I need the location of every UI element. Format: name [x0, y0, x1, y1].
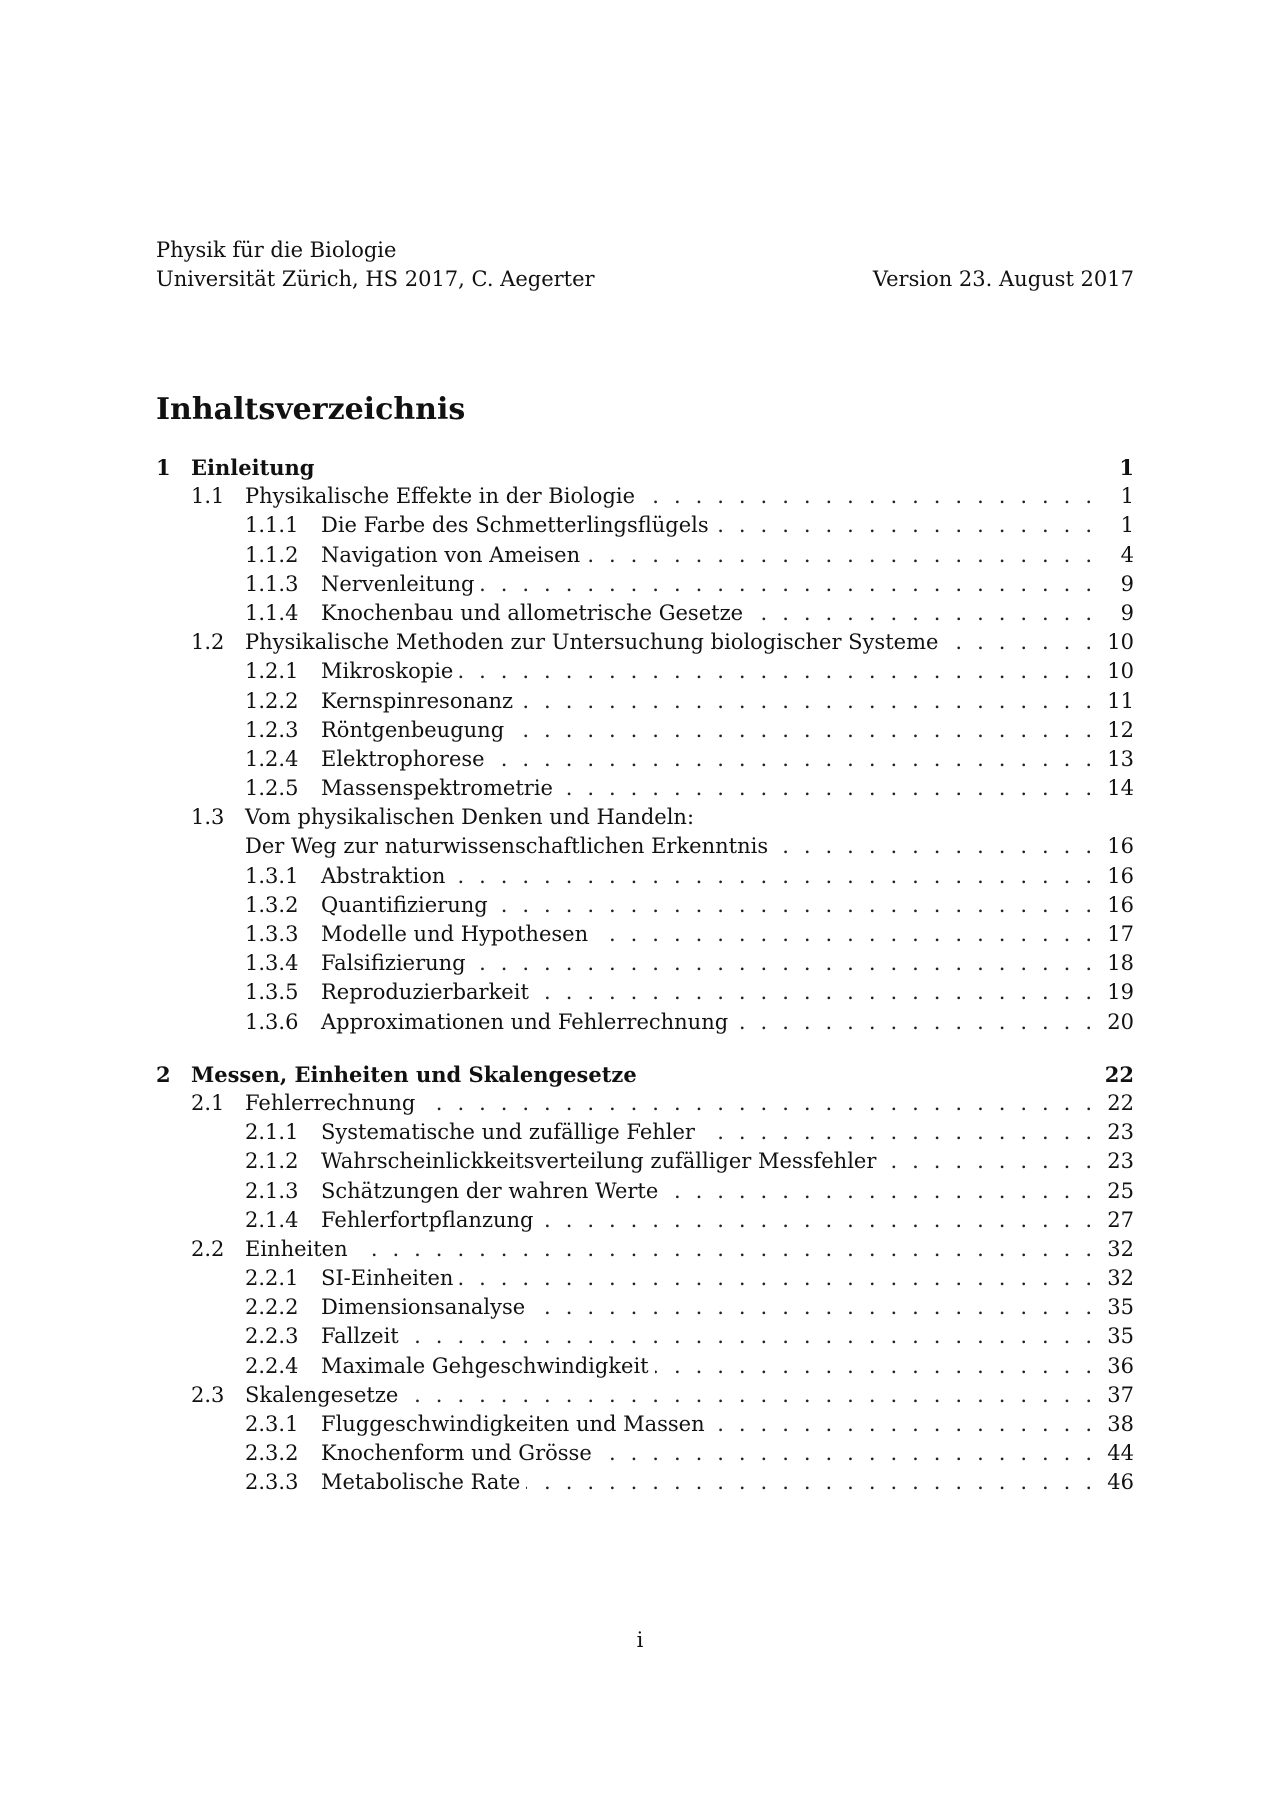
- toc-entry-number: 2.1.3: [245, 1178, 299, 1203]
- toc-subsection-entry[interactable]: [156, 1147, 1134, 1176]
- toc-dot-leader: [715, 511, 1092, 540]
- toc-dot-leader: [510, 716, 1092, 745]
- course-title: Physik für die Biologie: [156, 238, 397, 262]
- toc-entry-title: Elektrophorese: [321, 746, 485, 771]
- toc-subsection-entry[interactable]: [156, 1264, 1134, 1293]
- toc-entry-page: 36: [1107, 1353, 1134, 1378]
- toc-dot-leader: [944, 628, 1092, 657]
- toc-subsection-entry[interactable]: [156, 920, 1134, 949]
- toc-entry-number: 1.2.1: [245, 659, 299, 684]
- toc-entry-title: Maximale Gehgeschwindigkeit: [321, 1353, 649, 1378]
- toc-entry-page: 14: [1107, 776, 1134, 801]
- toc-dot-leader: [701, 1118, 1092, 1147]
- toc-entry-number: 1.1.1: [245, 513, 299, 538]
- toc-subsection-entry[interactable]: [156, 891, 1134, 920]
- toc-subsection-entry[interactable]: [156, 1293, 1134, 1322]
- toc-entry-title: Fallzeit: [321, 1324, 399, 1349]
- toc-entry-page: 18: [1107, 951, 1134, 976]
- toc-dot-leader: [451, 862, 1092, 891]
- toc-section-entry-continued[interactable]: [156, 832, 1134, 861]
- toc-dot-leader: [734, 1008, 1092, 1037]
- toc-entry-page: 11: [1107, 688, 1134, 713]
- toc-entry-number: 1.3.2: [245, 892, 299, 917]
- toc-entry-number: 1.2: [191, 630, 225, 655]
- toc-subsection-entry[interactable]: [156, 687, 1134, 716]
- toc-entry-number: 1.2.4: [245, 746, 299, 771]
- toc-dot-leader: [540, 1206, 1092, 1235]
- toc-entry-page: 46: [1107, 1470, 1134, 1495]
- toc-entry-page: 23: [1107, 1149, 1134, 1174]
- toc-entry-number: 2.2.4: [245, 1353, 299, 1378]
- toc-entry-title: Quantifizierung: [321, 892, 488, 917]
- toc-dot-leader: [749, 599, 1092, 628]
- toc-entry-title: Knochenform und Grösse: [321, 1441, 592, 1466]
- toc-dot-leader: [664, 1177, 1092, 1206]
- toc-entry-number: 2: [156, 1061, 171, 1087]
- toc-entry-title: Modelle und Hypothesen: [321, 922, 589, 946]
- toc-dot-leader: [586, 541, 1092, 570]
- toc-entry-page: 4: [1120, 542, 1134, 567]
- toc-entry-title: Nervenleitung: [321, 571, 475, 596]
- toc-entry-page: 38: [1107, 1412, 1134, 1436]
- toc-subsection-entry[interactable]: [156, 1468, 1134, 1497]
- toc-entry-number: 1.3.6: [245, 1009, 299, 1034]
- toc-dot-leader: [559, 774, 1092, 803]
- toc-dot-leader: [354, 1235, 1092, 1264]
- toc-entry-number: 1.3.1: [245, 863, 299, 888]
- toc-entry-title: Physikalische Methoden zur Untersuchung biologischer Systeme: [245, 630, 939, 655]
- toc-dot-leader: [598, 1439, 1092, 1468]
- toc-entry-number: 1.1.3: [245, 571, 299, 596]
- toc-entry-title: Dimensionsanalyse: [321, 1295, 526, 1320]
- toc-entry-number: 2.1: [191, 1090, 225, 1115]
- toc-entry-page: 16: [1107, 892, 1134, 917]
- toc-section-entry[interactable]: [156, 1235, 1134, 1264]
- toc-entry-title-continued: Der Weg zur naturwissenschaftlichen Erkenntnis: [245, 834, 769, 859]
- toc-dot-leader: [535, 978, 1092, 1007]
- toc-entry-title: Approximationen und Fehlerrechnung: [321, 1009, 729, 1034]
- toc-subsection-entry[interactable]: [156, 599, 1134, 628]
- toc-entry-number: 1.2.5: [245, 776, 299, 801]
- toc-heading: Inhaltsverzeichnis: [156, 392, 466, 427]
- toc-entry-page: 37: [1107, 1382, 1134, 1407]
- toc-entry-title: Einleitung: [191, 455, 315, 480]
- toc-entry-number: 2.3.3: [245, 1470, 299, 1495]
- toc-entry-page: 10: [1107, 630, 1134, 655]
- toc-entry-title: Fehlerfortpflanzung: [321, 1207, 534, 1232]
- toc-entry-number: 2.3: [191, 1382, 225, 1407]
- toc-subsection-entry[interactable]: [156, 1352, 1134, 1381]
- toc-dot-leader: [421, 1089, 1092, 1118]
- toc-entry-title: Skalengesetze: [245, 1382, 399, 1407]
- toc-entry-number: 1.3.5: [245, 980, 299, 1005]
- toc-entry-number: 1.1.4: [245, 600, 299, 625]
- toc-subsection-entry[interactable]: [156, 862, 1134, 891]
- toc-entry-number: 2.2: [191, 1236, 225, 1261]
- toc-entry-title: Navigation von Ameisen: [321, 542, 581, 567]
- toc-entry-page: 17: [1107, 922, 1134, 946]
- toc-entry-number: 1.1: [191, 484, 225, 509]
- toc-dot-leader: [641, 482, 1092, 511]
- toc-subsection-entry[interactable]: [156, 1118, 1134, 1147]
- toc-entry-number: 2.2.2: [245, 1295, 299, 1320]
- toc-entry-page: 12: [1107, 717, 1134, 742]
- toc-subsection-entry[interactable]: [156, 1177, 1134, 1206]
- page-number: i: [636, 1628, 644, 1652]
- toc-subsection-entry[interactable]: [156, 1410, 1134, 1439]
- toc-dot-leader: [480, 570, 1092, 599]
- toc-entry-page: 13: [1107, 746, 1134, 771]
- toc-entry-title: SI-Einheiten: [321, 1266, 454, 1291]
- toc-dot-leader: [494, 891, 1092, 920]
- toc-dot-leader: [711, 1410, 1092, 1439]
- toc-entry-number: 1.1.2: [245, 542, 299, 567]
- toc-entry-page: 1: [1119, 455, 1134, 480]
- toc-subsection-entry[interactable]: [156, 949, 1134, 978]
- toc-entry-title: Falsifizierung: [321, 951, 466, 976]
- toc-entry-number: 2.3.1: [245, 1412, 299, 1436]
- toc-entry-page: 1: [1120, 484, 1134, 509]
- toc-dot-leader: [531, 1293, 1092, 1322]
- toc-entry-page: 23: [1107, 1120, 1134, 1145]
- toc-entry-number: 1.3.3: [245, 922, 299, 946]
- toc-section-entry[interactable]: [156, 1089, 1134, 1118]
- toc-entry-title: Massenspektrometrie: [321, 776, 553, 801]
- toc-dot-leader: [405, 1322, 1092, 1351]
- toc-entry-number: 2.1.1: [245, 1120, 299, 1145]
- toc-entry-number: 2.1.4: [245, 1207, 299, 1232]
- toc-subsection-entry[interactable]: [156, 657, 1134, 686]
- toc-dot-leader: [526, 1468, 1092, 1497]
- toc-chapter-entry[interactable]: [156, 453, 1134, 482]
- toc-subsection-entry[interactable]: [156, 1206, 1134, 1235]
- toc-subsection-entry[interactable]: [156, 1008, 1134, 1037]
- toc-entry-title: Messen, Einheiten und Skalengesetze: [191, 1061, 637, 1087]
- toc-subsection-entry[interactable]: [156, 978, 1134, 1007]
- toc-subsection-entry[interactable]: [156, 716, 1134, 745]
- toc-dot-leader: [594, 920, 1092, 949]
- toc-entry-title: Vom physikalischen Denken und Handeln:: [245, 805, 695, 830]
- toc-entry-page: 27: [1107, 1207, 1134, 1232]
- toc-section-entry[interactable]: [156, 482, 1134, 511]
- toc-entry-page: 16: [1107, 834, 1134, 859]
- toc-entry-page: 19: [1107, 980, 1134, 1005]
- toc-subsection-entry[interactable]: [156, 1439, 1134, 1468]
- toc-subsection-entry[interactable]: [156, 774, 1134, 803]
- toc-section-entry[interactable]: [156, 1381, 1134, 1410]
- version-date: Version 23. August 2017: [872, 267, 1134, 291]
- toc-subsection-entry[interactable]: [156, 570, 1134, 599]
- document-header: [156, 236, 1134, 294]
- toc-entry-title: Systematische und zufällige Fehler: [321, 1120, 695, 1145]
- toc-entry-page: 20: [1107, 1009, 1134, 1034]
- toc-entry-page: 16: [1107, 863, 1134, 888]
- toc-entry-page: 35: [1107, 1295, 1134, 1320]
- toc-entry-title: Metabolische Rate: [321, 1470, 521, 1495]
- toc-section-entry[interactable]: [156, 803, 1134, 832]
- toc-entry-title: Röntgenbeugung: [321, 717, 505, 742]
- toc-entry-page: 32: [1107, 1236, 1134, 1261]
- toc-chapter-entry[interactable]: [156, 1060, 1134, 1089]
- toc-entry-title: Kernspinresonanz: [321, 688, 514, 713]
- toc-entry-page: 44: [1107, 1441, 1134, 1466]
- toc-dot-leader: [774, 832, 1092, 861]
- toc-dot-leader: [882, 1147, 1092, 1176]
- toc-entry-number: 1.2.3: [245, 717, 299, 742]
- toc-dot-leader: [472, 949, 1092, 978]
- toc-subsection-entry[interactable]: [156, 511, 1134, 540]
- toc-dot-leader: [404, 1381, 1092, 1410]
- toc-entry-title: Knochenbau und allometrische Gesetze: [321, 600, 744, 625]
- header-row-2: [156, 265, 1134, 294]
- toc-dot-leader: [519, 687, 1092, 716]
- toc-entry-title: Einheiten: [245, 1236, 348, 1261]
- toc-entry-page: 9: [1120, 571, 1134, 596]
- toc-entry-title: Die Farbe des Schmetterlingsflügels: [321, 513, 709, 538]
- toc-entry-title: Mikroskopie: [321, 659, 454, 684]
- toc-subsection-entry[interactable]: [156, 541, 1134, 570]
- toc-entry-title: Fehlerrechnung: [245, 1090, 416, 1115]
- toc-entry-title: Fluggeschwindigkeiten und Massen: [321, 1412, 705, 1436]
- toc-entry-title: Wahrscheinlickkeitsverteilung zufälliger Messfehler: [321, 1149, 877, 1174]
- table-of-contents: [156, 453, 1134, 1498]
- toc-entry-page: 32: [1107, 1266, 1134, 1291]
- toc-entry-number: 2.2.3: [245, 1324, 299, 1349]
- toc-entry-number: 2.3.2: [245, 1441, 299, 1466]
- toc-entry-number: 1.3: [191, 805, 225, 830]
- toc-entry-page: 22: [1107, 1090, 1134, 1115]
- toc-section-entry[interactable]: [156, 628, 1134, 657]
- toc-entry-page: 10: [1107, 659, 1134, 684]
- toc-entry-number: 1: [156, 455, 171, 480]
- toc-entry-number: 1.3.4: [245, 951, 299, 976]
- toc-entry-page: 9: [1120, 600, 1134, 625]
- toc-entry-page: 35: [1107, 1324, 1134, 1349]
- toc-entry-number: 2.2.1: [245, 1266, 299, 1291]
- toc-entry-number: 2.1.2: [245, 1149, 299, 1174]
- toc-entry-title: Physikalische Effekte in der Biologie: [245, 484, 636, 509]
- toc-entry-page: 1: [1120, 513, 1134, 538]
- toc-dot-leader: [459, 657, 1092, 686]
- toc-subsection-entry[interactable]: [156, 1322, 1134, 1351]
- toc-entry-page: 22: [1104, 1061, 1134, 1087]
- toc-entry-page: 25: [1107, 1178, 1134, 1203]
- toc-entry-title: Schätzungen der wahren Werte: [321, 1178, 659, 1203]
- toc-subsection-entry[interactable]: [156, 745, 1134, 774]
- toc-dot-leader: [459, 1264, 1092, 1293]
- toc-entry-title: Abstraktion: [321, 863, 446, 888]
- institution-line: Universität Zürich, HS 2017, C. Aegerter: [156, 267, 595, 291]
- header-row-1: [156, 236, 1134, 265]
- toc-dot-leader: [655, 1352, 1092, 1381]
- toc-entry-number: 1.2.2: [245, 688, 299, 713]
- toc-entry-title: Reproduzierbarkeit: [321, 980, 529, 1005]
- toc-dot-leader: [491, 745, 1092, 774]
